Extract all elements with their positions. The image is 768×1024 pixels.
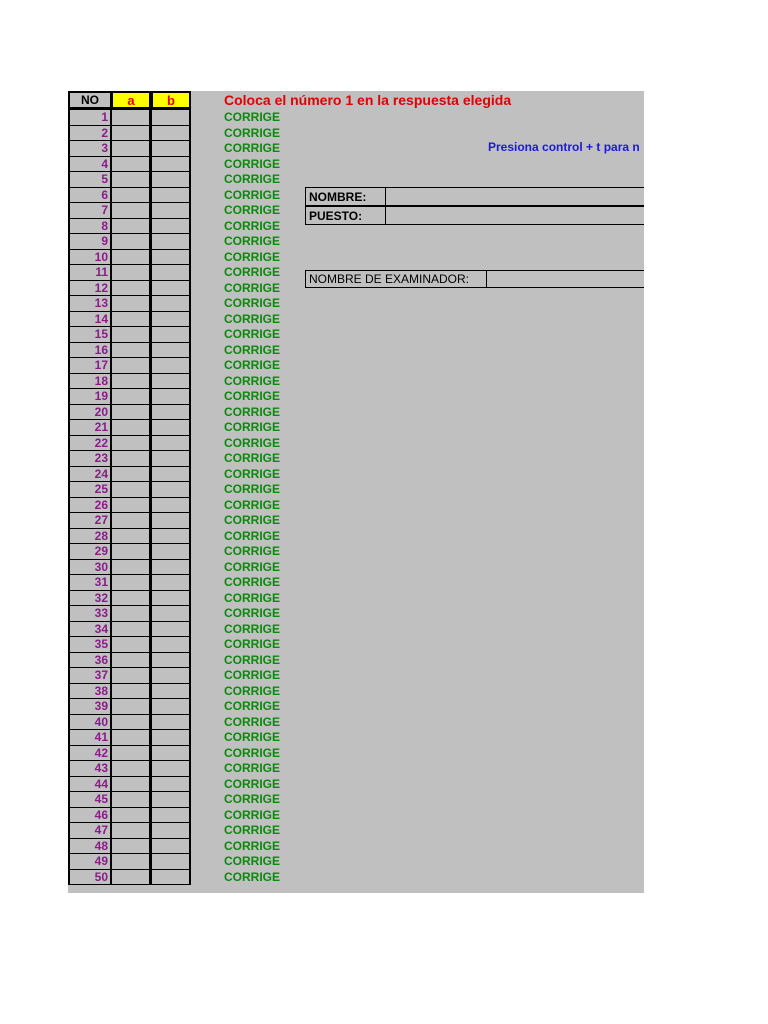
answer-cell-b[interactable] bbox=[151, 450, 191, 467]
answer-cell-a[interactable] bbox=[111, 295, 151, 312]
answer-cell-a[interactable] bbox=[111, 466, 151, 483]
row-number: 25 bbox=[68, 481, 112, 498]
corrige-status: CORRIGE bbox=[224, 187, 281, 202]
corrige-status: CORRIGE bbox=[224, 544, 281, 558]
answer-cell-b[interactable] bbox=[151, 326, 191, 343]
answer-cell-a[interactable] bbox=[111, 140, 151, 157]
answer-cell-b[interactable] bbox=[151, 435, 191, 452]
answer-cell-a[interactable] bbox=[111, 388, 151, 405]
hint-text: Presiona control + t para n bbox=[488, 140, 640, 154]
corrige-status: CORRIGE bbox=[224, 590, 281, 605]
row-number: 20 bbox=[68, 404, 112, 421]
corrige-status: CORRIGE bbox=[224, 404, 281, 419]
row-number: 13 bbox=[68, 295, 112, 312]
answer-cell-a[interactable] bbox=[111, 853, 151, 870]
answer-cell-b[interactable] bbox=[151, 249, 191, 266]
corrige-status: CORRIGE bbox=[224, 606, 281, 620]
answer-cell-b[interactable] bbox=[151, 807, 191, 824]
corrige-status: CORRIGE bbox=[224, 823, 281, 837]
answer-cell-b[interactable] bbox=[151, 497, 191, 514]
answer-cell-b[interactable] bbox=[151, 621, 191, 638]
corrige-status: CORRIGE bbox=[224, 435, 281, 450]
row-number: 5 bbox=[68, 171, 112, 188]
row-number: 2 bbox=[68, 125, 112, 142]
corrige-status: CORRIGE bbox=[224, 296, 281, 310]
row-number: 27 bbox=[68, 512, 112, 529]
row-number: 32 bbox=[68, 590, 112, 607]
corrige-status: CORRIGE bbox=[224, 761, 281, 775]
corrige-status: CORRIGE bbox=[224, 172, 281, 186]
corrige-status: CORRIGE bbox=[224, 466, 281, 481]
answer-cell-a[interactable] bbox=[111, 605, 151, 622]
answer-cell-b[interactable] bbox=[151, 187, 191, 204]
header-no: NO bbox=[68, 91, 112, 109]
corrige-status: CORRIGE bbox=[224, 249, 281, 264]
answer-cell-a[interactable] bbox=[111, 574, 151, 591]
answer-cell-a[interactable] bbox=[111, 559, 151, 576]
answer-cell-a[interactable] bbox=[111, 171, 151, 188]
answer-cell-a[interactable] bbox=[111, 698, 151, 715]
answer-cell-a[interactable] bbox=[111, 822, 151, 839]
row-number: 28 bbox=[68, 528, 112, 545]
corrige-status: CORRIGE bbox=[224, 807, 281, 822]
corrige-status: CORRIGE bbox=[224, 141, 281, 155]
answer-cell-b[interactable] bbox=[151, 342, 191, 359]
answer-cell-a[interactable] bbox=[111, 760, 151, 777]
row-number: 40 bbox=[68, 714, 112, 731]
answer-cell-a[interactable] bbox=[111, 249, 151, 266]
answer-cell-b[interactable] bbox=[151, 667, 191, 684]
answer-cell-a[interactable] bbox=[111, 683, 151, 700]
corrige-status: CORRIGE bbox=[224, 730, 281, 744]
corrige-status: CORRIGE bbox=[224, 854, 281, 868]
answer-cell-a[interactable] bbox=[111, 233, 151, 250]
corrige-status: CORRIGE bbox=[224, 776, 281, 791]
row-number: 6 bbox=[68, 187, 112, 204]
answer-cell-a[interactable] bbox=[111, 342, 151, 359]
answer-cell-a[interactable] bbox=[111, 326, 151, 343]
row-number: 21 bbox=[68, 419, 112, 436]
row-number: 33 bbox=[68, 605, 112, 622]
answer-cell-a[interactable] bbox=[111, 373, 151, 390]
nombre-label-cell bbox=[305, 187, 386, 206]
answer-cell-b[interactable] bbox=[151, 466, 191, 483]
answer-cell-a[interactable] bbox=[111, 636, 151, 653]
answer-cell-b[interactable] bbox=[151, 419, 191, 436]
answer-cell-b[interactable] bbox=[151, 528, 191, 545]
answer-cell-b[interactable] bbox=[151, 776, 191, 793]
answer-cell-b[interactable] bbox=[151, 280, 191, 297]
answer-cell-b[interactable] bbox=[151, 311, 191, 328]
corrige-status: CORRIGE bbox=[224, 528, 281, 543]
answer-cell-b[interactable] bbox=[151, 388, 191, 405]
examinador-field[interactable] bbox=[486, 270, 644, 288]
header-option-b: b bbox=[151, 91, 191, 109]
corrige-status: CORRIGE bbox=[224, 792, 281, 806]
answer-cell-a[interactable] bbox=[111, 435, 151, 452]
answer-cell-a[interactable] bbox=[111, 590, 151, 607]
row-number: 42 bbox=[68, 745, 112, 762]
answer-cell-b[interactable] bbox=[151, 373, 191, 390]
answer-cell-b[interactable] bbox=[151, 853, 191, 870]
row-number: 48 bbox=[68, 838, 112, 855]
row-number: 15 bbox=[68, 326, 112, 343]
answer-cell-a[interactable] bbox=[111, 125, 151, 142]
answer-cell-a[interactable] bbox=[111, 280, 151, 297]
answer-cell-b[interactable] bbox=[151, 869, 191, 886]
answer-cell-a[interactable] bbox=[111, 311, 151, 328]
answer-cell-a[interactable] bbox=[111, 807, 151, 824]
row-number: 11 bbox=[68, 264, 112, 281]
corrige-status: CORRIGE bbox=[224, 156, 281, 171]
row-number: 50 bbox=[68, 869, 112, 886]
answer-cell-a[interactable] bbox=[111, 791, 151, 808]
answer-cell-b[interactable] bbox=[151, 559, 191, 576]
examinador-label-cell bbox=[305, 270, 487, 288]
puesto-field[interactable] bbox=[385, 206, 644, 225]
row-number: 34 bbox=[68, 621, 112, 638]
corrige-status: CORRIGE bbox=[224, 869, 281, 884]
row-number: 37 bbox=[68, 667, 112, 684]
row-number: 41 bbox=[68, 729, 112, 746]
corrige-status: CORRIGE bbox=[224, 218, 281, 233]
corrige-status: CORRIGE bbox=[224, 745, 281, 760]
answer-cell-b[interactable] bbox=[151, 745, 191, 762]
row-number: 38 bbox=[68, 683, 112, 700]
row-number: 46 bbox=[68, 807, 112, 824]
answer-cell-b[interactable] bbox=[151, 264, 191, 281]
corrige-status: CORRIGE bbox=[224, 110, 281, 124]
row-number: 17 bbox=[68, 357, 112, 374]
answer-cell-a[interactable] bbox=[111, 264, 151, 281]
row-number: 26 bbox=[68, 497, 112, 514]
corrige-status: CORRIGE bbox=[224, 652, 281, 667]
answer-cell-a[interactable] bbox=[111, 481, 151, 498]
row-number: 43 bbox=[68, 760, 112, 777]
row-number: 29 bbox=[68, 543, 112, 560]
corrige-status: CORRIGE bbox=[224, 420, 281, 434]
answer-cell-a[interactable] bbox=[111, 419, 151, 436]
corrige-status: CORRIGE bbox=[224, 265, 281, 279]
answer-cell-b[interactable] bbox=[151, 156, 191, 173]
row-number: 7 bbox=[68, 202, 112, 219]
corrige-status: CORRIGE bbox=[224, 559, 281, 574]
answer-cell-a[interactable] bbox=[111, 109, 151, 126]
answer-cell-b[interactable] bbox=[151, 543, 191, 560]
corrige-status: CORRIGE bbox=[224, 358, 281, 372]
answer-cell-a[interactable] bbox=[111, 621, 151, 638]
row-number: 1 bbox=[68, 109, 112, 126]
corrige-status: CORRIGE bbox=[224, 327, 281, 341]
answer-cell-a[interactable] bbox=[111, 652, 151, 669]
row-number: 47 bbox=[68, 822, 112, 839]
answer-cell-b[interactable] bbox=[151, 218, 191, 235]
answer-cell-a[interactable] bbox=[111, 729, 151, 746]
row-number: 30 bbox=[68, 559, 112, 576]
corrige-status: CORRIGE bbox=[224, 389, 281, 403]
puesto-label: PUESTO: bbox=[309, 208, 363, 223]
answer-cell-a[interactable] bbox=[111, 187, 151, 204]
answer-cell-a[interactable] bbox=[111, 202, 151, 219]
row-number: 24 bbox=[68, 466, 112, 483]
corrige-status: CORRIGE bbox=[224, 373, 281, 388]
row-number: 8 bbox=[68, 218, 112, 235]
answer-cell-b[interactable] bbox=[151, 295, 191, 312]
answer-cell-a[interactable] bbox=[111, 512, 151, 529]
row-number: 45 bbox=[68, 791, 112, 808]
row-number: 49 bbox=[68, 853, 112, 870]
header-option-a: a bbox=[111, 91, 151, 109]
row-number: 35 bbox=[68, 636, 112, 653]
answer-cell-b[interactable] bbox=[151, 605, 191, 622]
answer-cell-b[interactable] bbox=[151, 652, 191, 669]
answer-cell-a[interactable] bbox=[111, 218, 151, 235]
puesto-label-cell bbox=[305, 206, 386, 225]
corrige-status: CORRIGE bbox=[224, 203, 281, 217]
nombre-label: NOMBRE: bbox=[309, 189, 367, 204]
answer-cell-b[interactable] bbox=[151, 636, 191, 653]
answer-cell-b[interactable] bbox=[151, 698, 191, 715]
answer-cell-a[interactable] bbox=[111, 450, 151, 467]
answer-cell-a[interactable] bbox=[111, 497, 151, 514]
answer-cell-b[interactable] bbox=[151, 140, 191, 157]
answer-cell-b[interactable] bbox=[151, 109, 191, 126]
corrige-status: CORRIGE bbox=[224, 683, 281, 698]
answer-sheet bbox=[68, 91, 644, 893]
corrige-status: CORRIGE bbox=[224, 451, 281, 465]
corrige-status: CORRIGE bbox=[224, 342, 281, 357]
corrige-status: CORRIGE bbox=[224, 637, 281, 651]
answer-cell-b[interactable] bbox=[151, 590, 191, 607]
row-number: 31 bbox=[68, 574, 112, 591]
corrige-status: CORRIGE bbox=[224, 497, 281, 512]
row-number: 3 bbox=[68, 140, 112, 157]
corrige-status: CORRIGE bbox=[224, 575, 281, 589]
answer-cell-b[interactable] bbox=[151, 838, 191, 855]
answer-cell-b[interactable] bbox=[151, 357, 191, 374]
corrige-status: CORRIGE bbox=[224, 699, 281, 713]
answer-cell-b[interactable] bbox=[151, 233, 191, 250]
answer-cell-b[interactable] bbox=[151, 729, 191, 746]
corrige-status: CORRIGE bbox=[224, 838, 281, 853]
answer-cell-b[interactable] bbox=[151, 791, 191, 808]
examinador-label: NOMBRE DE EXAMINADOR: bbox=[309, 272, 470, 286]
answer-cell-b[interactable] bbox=[151, 125, 191, 142]
answer-cell-a[interactable] bbox=[111, 745, 151, 762]
row-number: 19 bbox=[68, 388, 112, 405]
nombre-field[interactable] bbox=[385, 187, 644, 206]
corrige-status: CORRIGE bbox=[224, 280, 281, 295]
instruction-text: Coloca el número 1 en la respuesta elegida bbox=[224, 92, 512, 108]
corrige-status: CORRIGE bbox=[224, 668, 281, 682]
row-number: 14 bbox=[68, 311, 112, 328]
answer-cell-a[interactable] bbox=[111, 838, 151, 855]
answer-cell-b[interactable] bbox=[151, 512, 191, 529]
corrige-status: CORRIGE bbox=[224, 234, 281, 248]
row-number: 36 bbox=[68, 652, 112, 669]
answer-cell-a[interactable] bbox=[111, 667, 151, 684]
answer-cell-a[interactable] bbox=[111, 776, 151, 793]
answer-cell-a[interactable] bbox=[111, 357, 151, 374]
row-number: 9 bbox=[68, 233, 112, 250]
answer-cell-b[interactable] bbox=[151, 714, 191, 731]
row-number: 10 bbox=[68, 249, 112, 266]
answer-cell-b[interactable] bbox=[151, 574, 191, 591]
row-number: 16 bbox=[68, 342, 112, 359]
row-number: 39 bbox=[68, 698, 112, 715]
answer-cell-a[interactable] bbox=[111, 528, 151, 545]
corrige-status: CORRIGE bbox=[224, 513, 281, 527]
answer-cell-b[interactable] bbox=[151, 481, 191, 498]
answer-cell-a[interactable] bbox=[111, 714, 151, 731]
row-number: 44 bbox=[68, 776, 112, 793]
corrige-status: CORRIGE bbox=[224, 482, 281, 496]
answer-cell-a[interactable] bbox=[111, 404, 151, 421]
answer-cell-b[interactable] bbox=[151, 683, 191, 700]
answer-cell-a[interactable] bbox=[111, 156, 151, 173]
answer-cell-a[interactable] bbox=[111, 543, 151, 560]
answer-cell-b[interactable] bbox=[151, 822, 191, 839]
corrige-status: CORRIGE bbox=[224, 125, 281, 140]
corrige-status: CORRIGE bbox=[224, 714, 281, 729]
row-number: 18 bbox=[68, 373, 112, 390]
answer-cell-b[interactable] bbox=[151, 760, 191, 777]
corrige-status: CORRIGE bbox=[224, 621, 281, 636]
row-number: 4 bbox=[68, 156, 112, 173]
answer-cell-b[interactable] bbox=[151, 404, 191, 421]
row-number: 22 bbox=[68, 435, 112, 452]
row-number: 12 bbox=[68, 280, 112, 297]
answer-cell-a[interactable] bbox=[111, 869, 151, 886]
answer-cell-b[interactable] bbox=[151, 171, 191, 188]
row-number: 23 bbox=[68, 450, 112, 467]
corrige-status: CORRIGE bbox=[224, 311, 281, 326]
answer-cell-b[interactable] bbox=[151, 202, 191, 219]
